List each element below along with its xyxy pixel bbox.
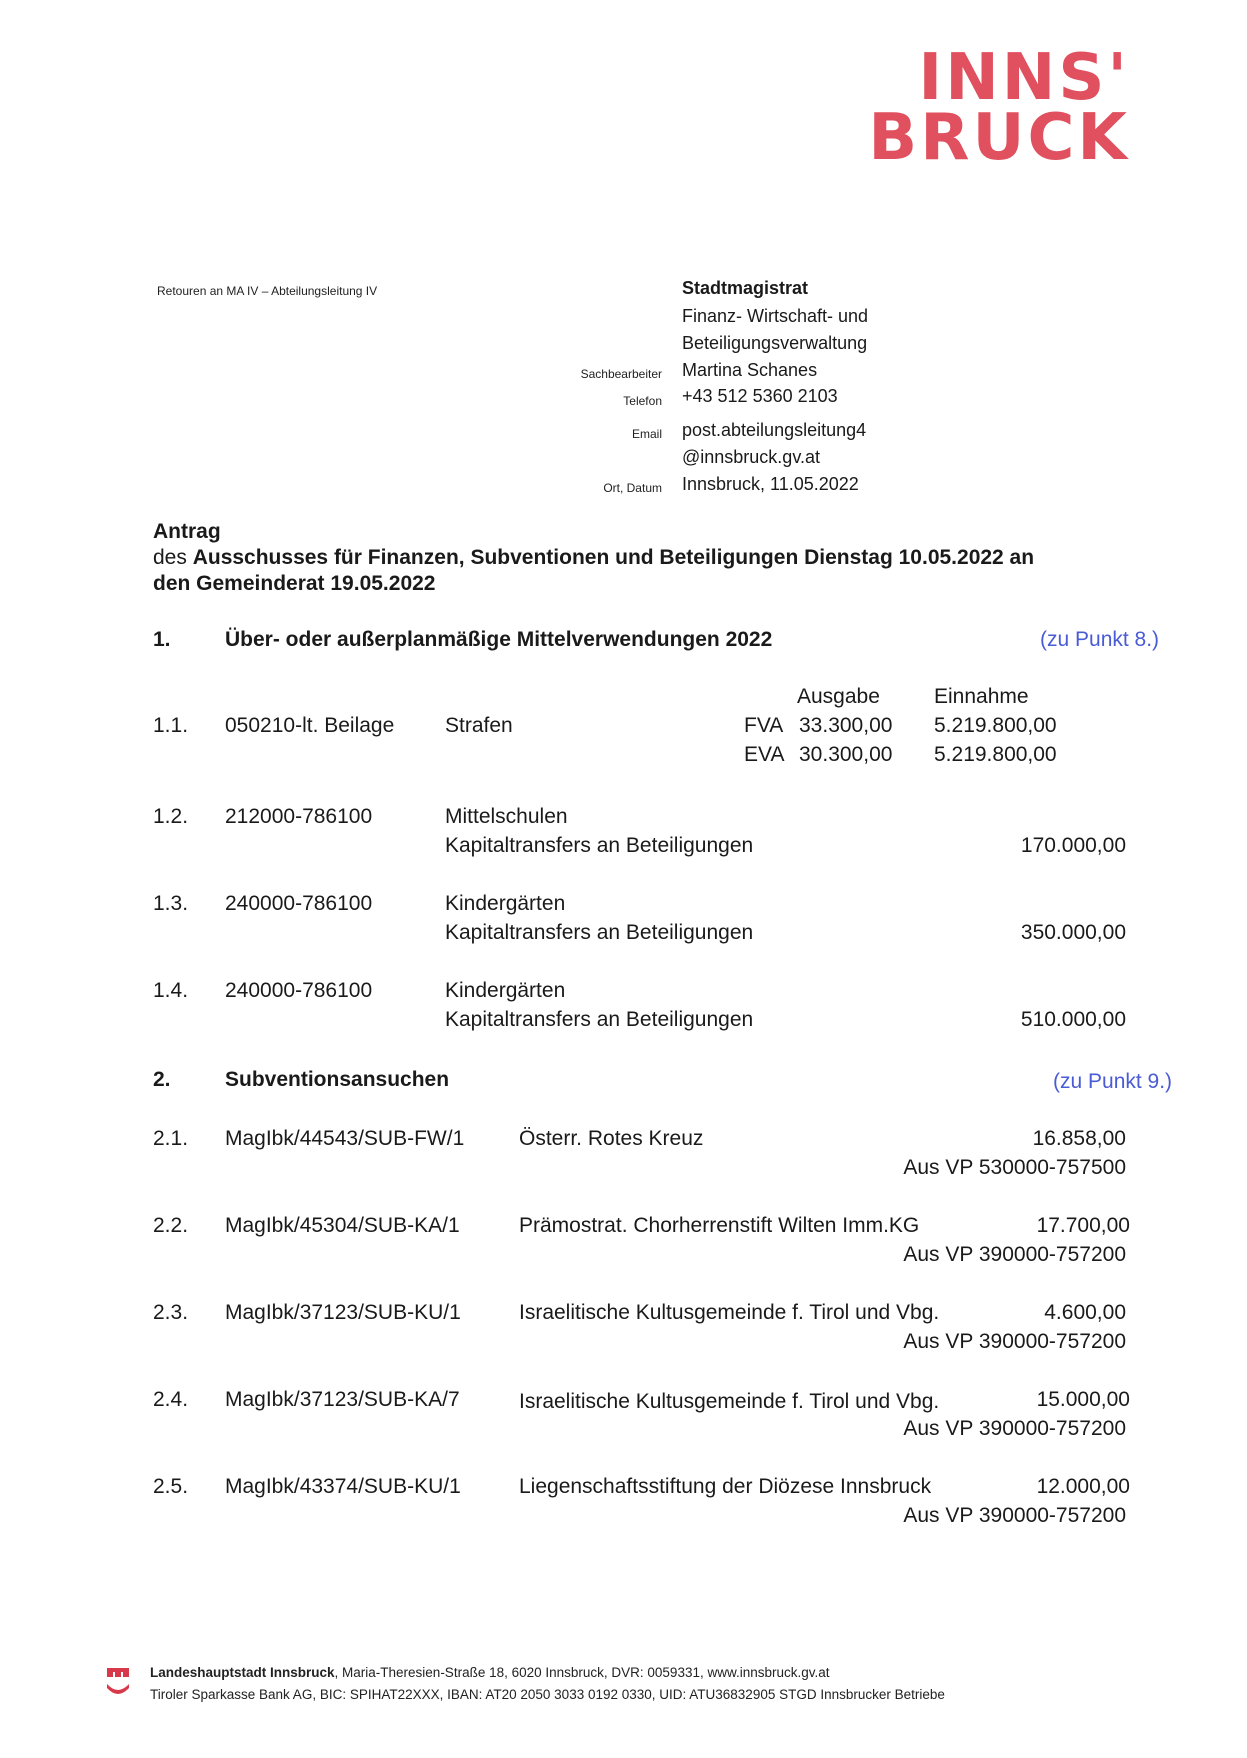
innsbruck-logo [868,41,1130,175]
sender-dept-line1: Finanz- Wirtschaft- und [682,306,869,326]
phone-label: Telefon [623,394,662,408]
item-1-4-amount: 510.000,00 [1020,1008,1126,1031]
item-2-5-code: MagIbk/43374/SUB-KU/1 [225,1475,461,1498]
item-1-2-amount: 170.000,00 [1020,834,1126,857]
email-label: Email [631,427,662,441]
clerk-name: Martina Schanes [682,360,818,380]
phone-value: +43 512 5360 2103 [682,386,838,406]
section1-title: Über- oder außerplanmäßige Mittelverwendungen 2022 [225,628,773,651]
item-1-3-code: 240000-786100 [225,892,373,915]
footer-address: , Maria-Theresien-Straße 18, 6020 Innsbruck, DVR: 0059331, www.innsbruck.gv.at [334,1665,830,1680]
item-1-2-code: 212000-786100 [225,805,373,828]
item-1-1-number: 1.1. [153,714,189,737]
date-label: Ort, Datum [603,481,662,495]
item-1-3-amount: 350.000,00 [1020,921,1126,944]
item-2-4-code: MagIbk/37123/SUB-KA/7 [225,1388,460,1411]
doc-subject-line2: den Gemeinderat 19.05.2022 [153,572,436,595]
doc-subject-line1 [153,545,1034,571]
logo-line-2: BRUCK [868,101,1130,175]
item-2-2-vp: Aus VP 390000-757200 [903,1243,1126,1266]
return-address: Retouren an MA IV – Abteilungsleitung IV [157,284,378,298]
sender-org: Stadtmagistrat [682,278,809,298]
clerk-label: Sachbearbeiter [580,367,662,381]
item-1-1-desc: Strafen [445,714,513,737]
email-line2: @innsbruck.gv.at [682,447,820,467]
date-value: Innsbruck, 11.05.2022 [682,474,859,494]
section1-number: 1. [153,628,171,651]
item-2-1-amount: 16.858,00 [1032,1127,1126,1150]
item-1-1-fva-ausgabe: 33.300,00 [799,714,893,737]
doc-title: Antrag [153,520,221,543]
item-1-1-fva-einnahme: 5.219.800,00 [934,714,1057,737]
item-1-1-fva-label: FVA [744,714,784,737]
section1-ref: (zu Punkt 8.) [1040,628,1160,651]
footer-org: Landeshauptstadt Innsbruck [150,1665,335,1680]
item-2-2-recipient: Prämostrat. Chorherrenstift Wilten Imm.KG [519,1214,920,1237]
item-2-3-amount: 4.600,00 [1044,1301,1126,1324]
item-2-1-vp: Aus VP 530000-757500 [903,1156,1126,1179]
item-2-3-recipient: Israelitische Kultusgemeinde f. Tirol und Vbg. [519,1301,940,1324]
item-2-2-code: MagIbk/45304/SUB-KA/1 [225,1214,460,1237]
item-2-4-recipient: Israelitische Kultusgemeinde f. Tirol und Vbg. [519,1390,940,1413]
doc-subject-bold1: Ausschusses für Finanzen, Subventionen und Beteiligungen Dienstag 10.05.2022 an [192,546,1035,569]
item-2-2-number: 2.2. [153,1214,189,1237]
item-2-3-code: MagIbk/37123/SUB-KU/1 [225,1301,461,1324]
item-1-2-desc2: Kapitaltransfers an Beteiligungen [445,834,754,857]
item-2-3-number: 2.3. [153,1301,189,1324]
item-1-3-desc1: Kindergärten [445,892,566,915]
doc-subject-prefix: des [153,546,187,569]
section2-title: Subventionsansuchen [225,1068,450,1091]
item-1-4-number: 1.4. [153,979,189,1002]
sender-dept-line2: Beteiligungsverwaltung [682,333,868,353]
item-1-2-number: 1.2. [153,805,189,828]
logo-line-1: INNS' [918,41,1130,115]
item-2-5-number: 2.5. [153,1475,189,1498]
item-1-4-code: 240000-786100 [225,979,373,1002]
item-1-3-desc2: Kapitaltransfers an Beteiligungen [445,921,754,944]
item-2-4-number: 2.4. [153,1388,189,1411]
item-2-1-number: 2.1. [153,1127,189,1150]
coat-of-arms-icon [106,1666,136,1700]
col-einnahme: Einnahme [934,685,1029,708]
item-1-1-eva-label: EVA [744,743,785,766]
item-2-4-vp: Aus VP 390000-757200 [903,1417,1126,1440]
email-line1: post.abteilungsleitung4 [682,420,867,440]
item-2-5-vp: Aus VP 390000-757200 [903,1504,1126,1527]
item-1-4-desc1: Kindergärten [445,979,566,1002]
item-2-4-amount: 15.000,00 [1036,1388,1130,1411]
item-2-5-recipient: Liegenschaftsstiftung der Diözese Innsbruck [519,1475,932,1498]
footer-line2: Tiroler Sparkasse Bank AG, BIC: SPIHAT22XXX, IBAN: AT20 2050 3033 0192 0330, UID: ATU36832905 STGD Innsbrucker Betriebe [150,1687,945,1702]
item-1-2-desc1: Mittelschulen [445,805,568,828]
item-1-4-desc2: Kapitaltransfers an Beteiligungen [445,1008,754,1031]
section2-number: 2. [153,1068,171,1091]
item-2-1-recipient: Österr. Rotes Kreuz [519,1127,704,1150]
footer-line1 [150,1665,830,1680]
item-2-2-amount: 17.700,00 [1036,1214,1130,1237]
item-1-3-number: 1.3. [153,892,189,915]
section2-ref: (zu Punkt 9.) [1053,1070,1173,1093]
item-1-1-eva-einnahme: 5.219.800,00 [934,743,1057,766]
item-2-5-amount: 12.000,00 [1036,1475,1130,1498]
item-2-1-code: MagIbk/44543/SUB-FW/1 [225,1127,465,1150]
item-2-3-vp: Aus VP 390000-757200 [903,1330,1126,1353]
col-ausgabe: Ausgabe [797,685,880,708]
item-1-1-code: 050210-lt. Beilage [225,714,395,737]
item-1-1-eva-ausgabe: 30.300,00 [799,743,893,766]
